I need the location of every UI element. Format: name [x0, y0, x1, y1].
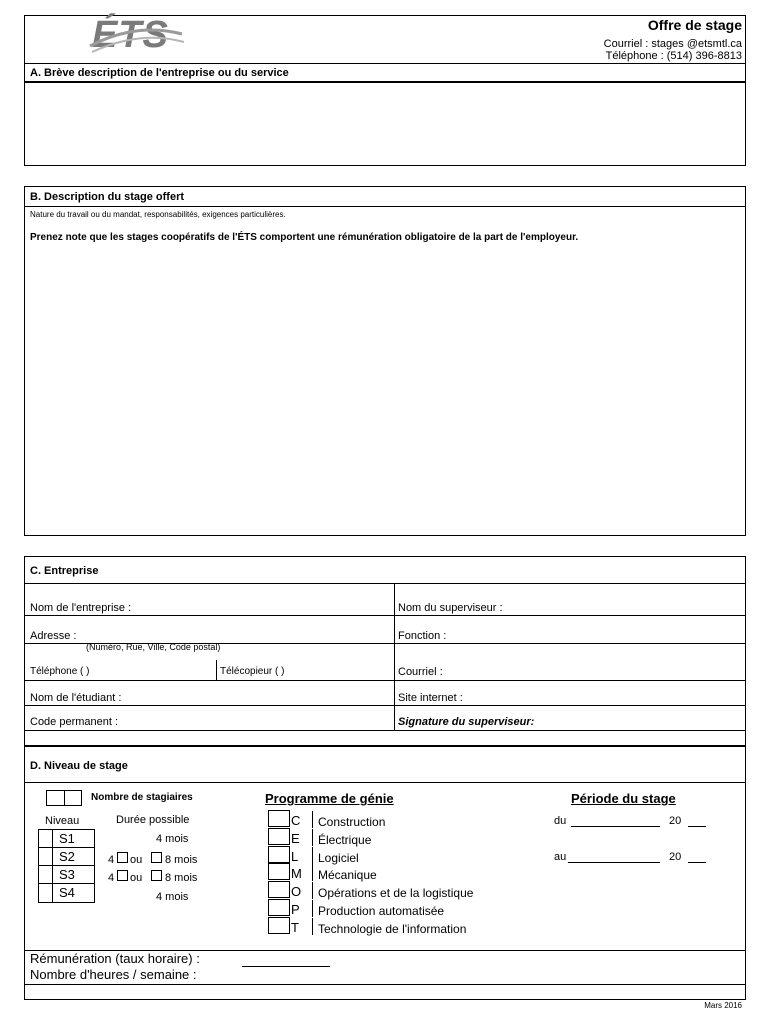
program-title: Programme de génie	[265, 791, 394, 806]
phone-fax-divider	[216, 660, 217, 680]
period-title: Période du stage	[571, 791, 676, 806]
form-title: Offre de stage	[647, 17, 742, 33]
s3-4: 4	[108, 872, 115, 884]
program-separator	[312, 847, 313, 864]
duration-header: Durée possible	[116, 814, 190, 826]
section-c-divider-5	[24, 705, 746, 706]
phone-label[interactable]: Téléphone ( )	[30, 666, 90, 677]
period-from-label: du	[554, 815, 567, 827]
period-to-year-field[interactable]	[688, 862, 706, 863]
nb-interns-split	[64, 790, 65, 806]
section-d-divider	[24, 782, 746, 783]
period-from-year-field[interactable]	[688, 826, 706, 827]
program-separator	[312, 829, 313, 846]
program-code: C	[291, 813, 301, 828]
level-s1: S1	[59, 831, 75, 846]
address-hint: (Numéro, Rue, Ville, Code postal)	[86, 642, 221, 652]
level-s3-checkbox[interactable]	[39, 866, 52, 882]
program-separator	[312, 811, 313, 828]
section-d-title: D. Niveau de stage	[30, 760, 128, 772]
program-code: O	[291, 884, 302, 899]
period-from-field[interactable]	[571, 826, 660, 827]
section-c-title: C. Entreprise	[30, 565, 99, 577]
nb-interns-label: Nombre de stagiaires	[91, 792, 193, 803]
remuneration-note: Prenez note que les stages coopératifs de l'ÉTS comportent une rémunération obligatoire de la part de l'employeur.	[30, 232, 579, 243]
s1-duration: 4 mois	[156, 833, 189, 845]
student-name-label[interactable]: Nom de l'étudiant :	[30, 692, 122, 704]
function-label[interactable]: Fonction :	[398, 630, 447, 642]
section-b-divider	[24, 206, 746, 207]
program-p-checkbox[interactable]	[268, 899, 290, 916]
program-name: Construction	[318, 815, 386, 829]
period-to-field[interactable]	[568, 862, 660, 863]
level-s2-checkbox[interactable]	[39, 848, 52, 864]
section-c-column-divider	[394, 583, 395, 730]
program-name: Logiciel	[318, 851, 359, 865]
program-m-checkbox[interactable]	[268, 863, 290, 880]
email-label[interactable]: Courriel :	[398, 666, 443, 678]
period-to-year: 20	[669, 851, 682, 863]
section-b-subtitle: Nature du travail ou du mandat, responsabilités, exigences particulières.	[30, 210, 286, 219]
permanent-code-label[interactable]: Code permanent :	[30, 716, 119, 728]
contact-email: Courriel : stages @etsmtl.ca	[603, 38, 742, 50]
program-code: M	[291, 866, 302, 881]
program-name: Production automatisée	[318, 904, 445, 918]
period-to-label: au	[554, 851, 567, 863]
section-c-divider-2	[24, 615, 746, 616]
program-name: Électrique	[318, 833, 372, 847]
level-s2: S2	[59, 849, 75, 864]
hours-label: Nombre d'heures / semaine :	[30, 967, 197, 982]
s2-8mois-checkbox[interactable]	[151, 852, 162, 863]
s2-4: 4	[108, 854, 115, 866]
s3-4mois-checkbox[interactable]	[117, 870, 128, 881]
program-separator	[312, 882, 313, 899]
program-separator	[312, 900, 313, 917]
program-separator	[312, 864, 313, 881]
s4-duration: 4 mois	[156, 891, 189, 903]
fax-label[interactable]: Télécopieur ( )	[220, 666, 285, 677]
s3-ou: ou	[130, 872, 143, 884]
s2-4mois-checkbox[interactable]	[117, 852, 128, 863]
program-name: Opérations et de la logistique	[318, 886, 474, 900]
section-c-divider-1	[24, 583, 746, 584]
program-separator	[312, 918, 313, 935]
contact-phone: Téléphone : (514) 396-8813	[605, 50, 742, 62]
s2-ou: ou	[130, 854, 143, 866]
program-code: T	[291, 920, 299, 935]
s3-8mois-checkbox[interactable]	[151, 870, 162, 881]
supervisor-name-label[interactable]: Nom du superviseur :	[398, 602, 503, 614]
period-from-year: 20	[669, 815, 682, 827]
footer-date: Mars 2016	[704, 1001, 742, 1010]
section-a-title: A. Brève description de l'entreprise ou du service	[30, 67, 289, 79]
program-o-checkbox[interactable]	[268, 881, 290, 898]
company-name-label[interactable]: Nom de l'entreprise :	[30, 602, 132, 614]
section-a-divider	[24, 82, 746, 83]
ets-logo: ÉTS	[92, 14, 169, 56]
s3-8mois: 8 mois	[165, 872, 198, 884]
section-b-title: B. Description du stage offert	[30, 191, 185, 203]
address-label[interactable]: Adresse :	[30, 630, 77, 642]
section-d-footer-divider	[24, 984, 746, 985]
level-s4: S4	[59, 885, 75, 900]
level-s1-checkbox[interactable]	[39, 830, 52, 846]
supervisor-signature-label[interactable]: Signature du superviseur:	[398, 716, 535, 728]
level-table-col	[52, 829, 53, 903]
internship-description-field[interactable]	[26, 250, 744, 533]
level-s3: S3	[59, 867, 75, 882]
program-code: P	[291, 902, 300, 917]
level-header: Niveau	[45, 815, 80, 827]
program-l-checkbox[interactable]	[268, 846, 290, 863]
section-c-divider-4	[24, 680, 746, 681]
program-code: E	[291, 831, 300, 846]
program-c-checkbox[interactable]	[268, 810, 290, 827]
logo-swoosh-icon	[86, 24, 186, 54]
remuneration-label: Rémunération (taux horaire) :	[30, 951, 200, 966]
program-t-checkbox[interactable]	[268, 917, 290, 934]
website-label[interactable]: Site internet :	[398, 692, 463, 704]
program-name: Technologie de l'information	[318, 922, 467, 936]
program-name: Mécanique	[318, 868, 377, 882]
program-code: L	[291, 849, 299, 864]
s2-8mois: 8 mois	[165, 854, 198, 866]
section-c-divider-6	[24, 730, 746, 731]
company-description-field[interactable]	[26, 84, 744, 164]
level-s4-checkbox[interactable]	[39, 884, 52, 900]
remuneration-field[interactable]	[242, 966, 330, 967]
program-e-checkbox[interactable]	[268, 828, 290, 845]
